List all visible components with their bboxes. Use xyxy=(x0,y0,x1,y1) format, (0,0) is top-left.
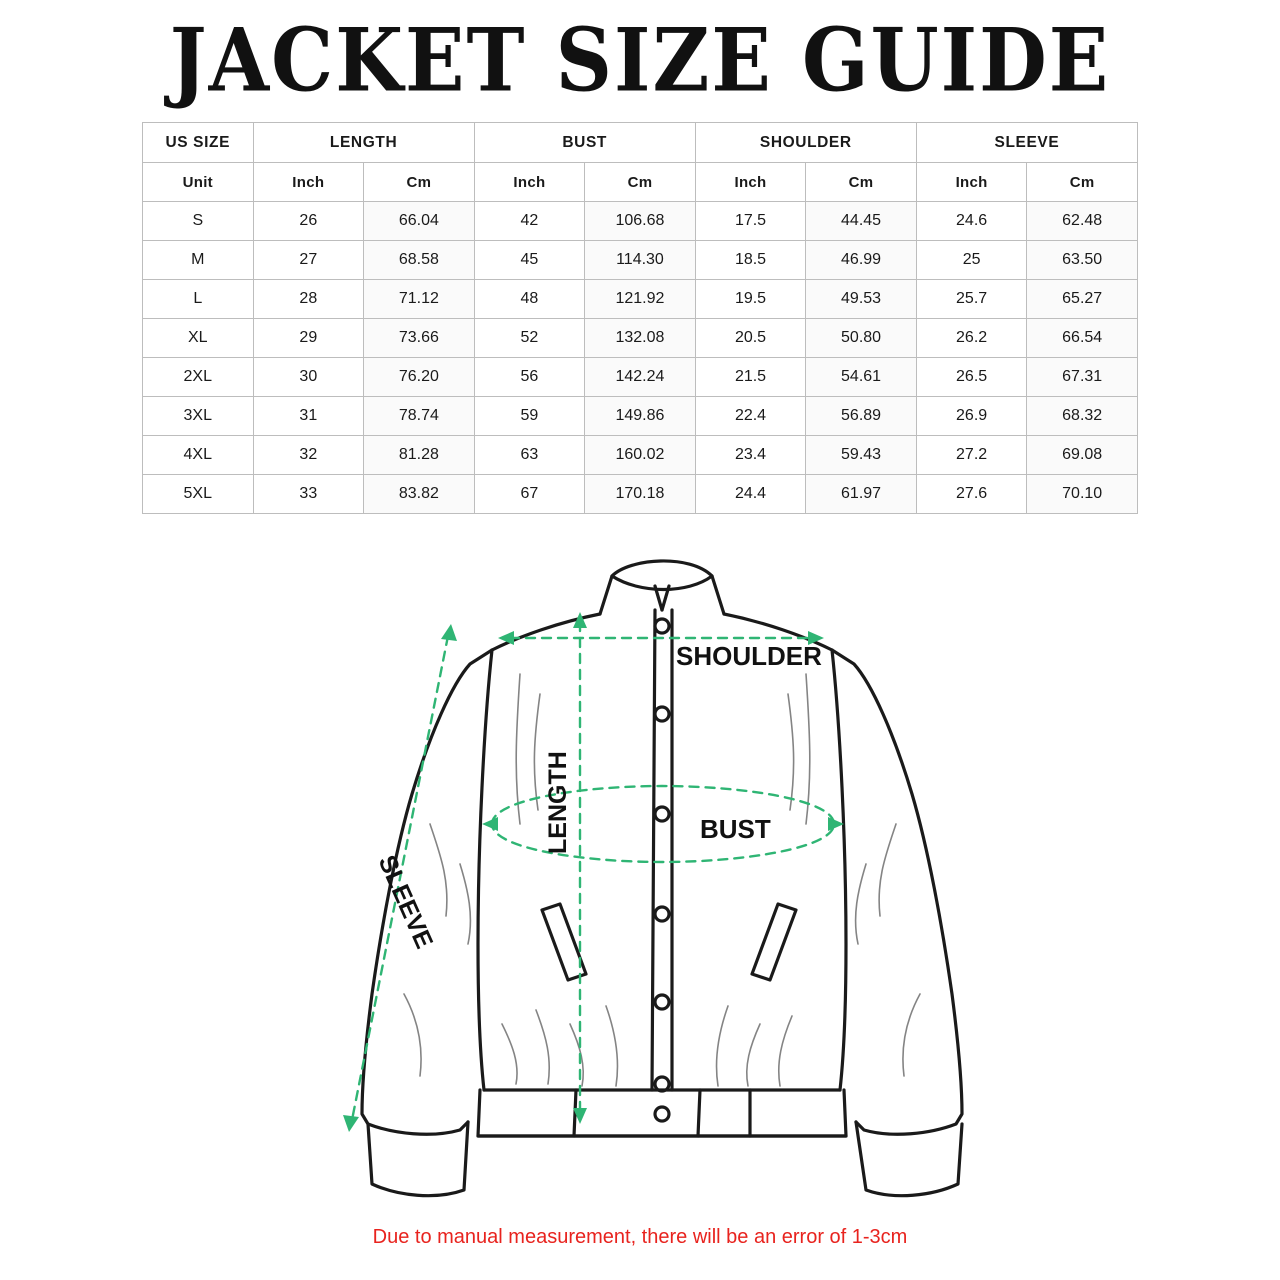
cell-sleeve-cm: 66.54 xyxy=(1027,319,1138,358)
cell-size: XL xyxy=(143,319,254,358)
unit-label: Unit xyxy=(143,163,254,202)
cell-shoulder-cm: 49.53 xyxy=(806,280,917,319)
column-group-shoulder: SHOULDER xyxy=(695,123,916,163)
cell-bust-inch: 42 xyxy=(474,202,585,241)
cell-sleeve-inch: 27.2 xyxy=(916,436,1027,475)
disclaimer-note: Due to manual measurement, there will be an error of 1-3cm xyxy=(372,1226,908,1248)
unit-bust-inch: Inch xyxy=(474,163,585,202)
cell-bust-inch: 59 xyxy=(474,397,585,436)
cell-shoulder-inch: 24.4 xyxy=(695,475,806,514)
cell-length-inch: 31 xyxy=(253,397,364,436)
cell-shoulder-inch: 19.5 xyxy=(695,280,806,319)
cell-size: 5XL xyxy=(143,475,254,514)
cell-shoulder-cm: 56.89 xyxy=(806,397,917,436)
cell-length-cm: 76.20 xyxy=(364,358,475,397)
table-group-header-row xyxy=(143,123,1138,163)
cell-bust-inch: 45 xyxy=(474,241,585,280)
cell-length-cm: 73.66 xyxy=(364,319,475,358)
cell-sleeve-cm: 67.31 xyxy=(1027,358,1138,397)
unit-length-inch: Inch xyxy=(253,163,364,202)
cell-length-inch: 32 xyxy=(253,436,364,475)
cell-sleeve-inch: 27.6 xyxy=(916,475,1027,514)
table-row xyxy=(143,319,1138,358)
cell-sleeve-cm: 62.48 xyxy=(1027,202,1138,241)
cell-length-cm: 71.12 xyxy=(364,280,475,319)
unit-length-cm: Cm xyxy=(364,163,475,202)
unit-shoulder-inch: Inch xyxy=(695,163,806,202)
table-body xyxy=(143,202,1138,514)
unit-bust-cm: Cm xyxy=(585,163,696,202)
cell-bust-cm: 114.30 xyxy=(585,241,696,280)
cell-sleeve-cm: 70.10 xyxy=(1027,475,1138,514)
table-unit-row xyxy=(143,163,1138,202)
cell-bust-cm: 121.92 xyxy=(585,280,696,319)
column-group-length: LENGTH xyxy=(253,123,474,163)
cell-bust-inch: 56 xyxy=(474,358,585,397)
table-row xyxy=(143,358,1138,397)
cell-shoulder-cm: 46.99 xyxy=(806,241,917,280)
table-row xyxy=(143,436,1138,475)
cell-bust-inch: 63 xyxy=(474,436,585,475)
unit-sleeve-inch: Inch xyxy=(916,163,1027,202)
cell-bust-cm: 132.08 xyxy=(585,319,696,358)
cell-shoulder-inch: 23.4 xyxy=(695,436,806,475)
cell-size: 4XL xyxy=(143,436,254,475)
cell-bust-inch: 52 xyxy=(474,319,585,358)
unit-sleeve-cm: Cm xyxy=(1027,163,1138,202)
cell-sleeve-inch: 25.7 xyxy=(916,280,1027,319)
column-group-sleeve: SLEEVE xyxy=(916,123,1137,163)
table-row xyxy=(143,241,1138,280)
cell-sleeve-inch: 26.2 xyxy=(916,319,1027,358)
table-row xyxy=(143,397,1138,436)
cell-length-inch: 26 xyxy=(253,202,364,241)
cell-shoulder-cm: 59.43 xyxy=(806,436,917,475)
label-shoulder: SHOULDER xyxy=(676,641,822,671)
cell-length-cm: 66.04 xyxy=(364,202,475,241)
cell-bust-cm: 170.18 xyxy=(585,475,696,514)
jacket-diagram xyxy=(0,524,1280,1224)
label-sleeve: SLEEVE xyxy=(372,851,439,953)
cell-sleeve-inch: 26.5 xyxy=(916,358,1027,397)
cell-bust-cm: 106.68 xyxy=(585,202,696,241)
cell-length-inch: 33 xyxy=(253,475,364,514)
cell-bust-cm: 142.24 xyxy=(585,358,696,397)
cell-sleeve-cm: 63.50 xyxy=(1027,241,1138,280)
cell-sleeve-inch: 26.9 xyxy=(916,397,1027,436)
cell-bust-cm: 160.02 xyxy=(585,436,696,475)
label-bust: BUST xyxy=(700,814,771,844)
table-row xyxy=(143,202,1138,241)
cell-length-inch: 28 xyxy=(253,280,364,319)
unit-shoulder-cm: Cm xyxy=(806,163,917,202)
cell-size: S xyxy=(143,202,254,241)
cell-shoulder-cm: 50.80 xyxy=(806,319,917,358)
cell-length-cm: 68.58 xyxy=(364,241,475,280)
cell-shoulder-inch: 17.5 xyxy=(695,202,806,241)
cell-shoulder-inch: 20.5 xyxy=(695,319,806,358)
table-head xyxy=(143,123,1138,202)
cell-length-inch: 27 xyxy=(253,241,364,280)
column-group-us-size: US SIZE xyxy=(143,123,254,163)
cell-bust-inch: 67 xyxy=(474,475,585,514)
size-table xyxy=(142,122,1138,514)
cell-length-inch: 30 xyxy=(253,358,364,397)
cell-length-cm: 78.74 xyxy=(364,397,475,436)
cell-shoulder-cm: 54.61 xyxy=(806,358,917,397)
column-group-bust: BUST xyxy=(474,123,695,163)
cell-shoulder-inch: 22.4 xyxy=(695,397,806,436)
cell-shoulder-inch: 18.5 xyxy=(695,241,806,280)
cell-shoulder-inch: 21.5 xyxy=(695,358,806,397)
size-table-container xyxy=(142,122,1138,514)
cell-sleeve-cm: 69.08 xyxy=(1027,436,1138,475)
cell-bust-cm: 149.86 xyxy=(585,397,696,436)
cell-length-inch: 29 xyxy=(253,319,364,358)
cell-bust-inch: 48 xyxy=(474,280,585,319)
cell-shoulder-cm: 44.45 xyxy=(806,202,917,241)
page-title: JACKET SIZE GUIDE xyxy=(169,10,1111,112)
cell-size: L xyxy=(143,280,254,319)
cell-sleeve-inch: 25 xyxy=(916,241,1027,280)
cell-sleeve-cm: 68.32 xyxy=(1027,397,1138,436)
cell-size: M xyxy=(143,241,254,280)
cell-shoulder-cm: 61.97 xyxy=(806,475,917,514)
cell-length-cm: 81.28 xyxy=(364,436,475,475)
table-row xyxy=(143,475,1138,514)
cell-sleeve-cm: 65.27 xyxy=(1027,280,1138,319)
cell-sleeve-inch: 24.6 xyxy=(916,202,1027,241)
table-row xyxy=(143,280,1138,319)
cell-size: 2XL xyxy=(143,358,254,397)
cell-length-cm: 83.82 xyxy=(364,475,475,514)
label-length: LENGTH xyxy=(544,751,572,854)
cell-size: 3XL xyxy=(143,397,254,436)
